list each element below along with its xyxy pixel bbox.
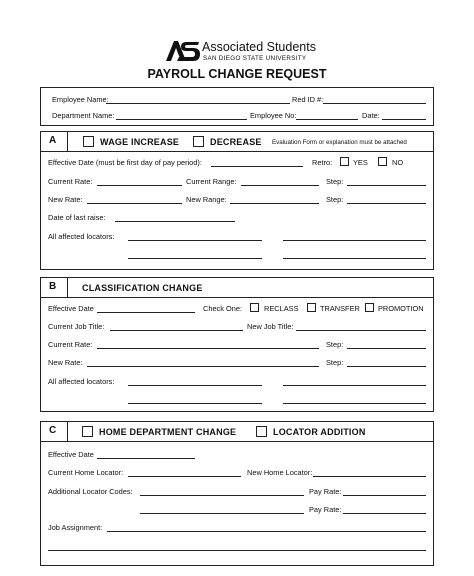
section-a-letter: A (49, 135, 57, 146)
job-assignment-field-2[interactable] (48, 550, 426, 551)
b-effective-date-field[interactable] (97, 312, 195, 313)
red-id-field[interactable] (323, 103, 426, 104)
last-raise-label: Date of last raise: (48, 213, 106, 222)
department-name-field[interactable] (116, 119, 247, 120)
reclass-label: RECLASS (264, 304, 299, 313)
b-current-rate-label: Current Rate: (48, 340, 93, 349)
new-job-title-label: New Job Title: (247, 322, 294, 331)
section-a-letter-divider (67, 131, 68, 151)
employee-no-field[interactable] (296, 119, 358, 120)
current-job-title-label: Current Job Title: (48, 322, 105, 331)
a-locators-field-1[interactable] (128, 240, 262, 241)
a-new-range-field[interactable] (230, 203, 319, 204)
job-assignment-field-1[interactable] (107, 531, 426, 532)
a-effective-date-field[interactable] (211, 166, 303, 167)
transfer-label: TRANSFER (320, 304, 360, 313)
current-job-title-field[interactable] (110, 330, 243, 331)
additional-locator-codes-label: Additional Locator Codes: (48, 487, 133, 496)
section-c-letter-divider (67, 421, 68, 441)
section-b-letter: B (49, 281, 57, 292)
a-current-rate-field[interactable] (97, 185, 182, 186)
a-step1-field[interactable] (347, 185, 426, 186)
a-current-range-label: Current Range: (186, 177, 237, 186)
employee-name-label: Employee Name: (52, 95, 109, 104)
home-department-change-label: HOME DEPARTMENT CHANGE (99, 427, 237, 437)
wage-increase-checkbox[interactable] (83, 136, 94, 147)
a-current-range-field[interactable] (241, 185, 319, 186)
employee-info-box (40, 87, 434, 126)
retro-no-checkbox[interactable] (378, 157, 387, 166)
a-step2-field[interactable] (347, 203, 426, 204)
b-step2-field[interactable] (347, 366, 426, 367)
decrease-label: DECREASE (210, 137, 262, 147)
job-assignment-label: Job Assignment: (48, 523, 103, 532)
current-home-locator-label: Current Home Locator: (48, 468, 124, 477)
c-effective-date-label: Effective Date (48, 450, 94, 459)
b-current-rate-field[interactable] (97, 348, 319, 349)
c-pay-rate2-field[interactable] (343, 513, 426, 514)
retro-no-label: NO (392, 158, 404, 167)
last-raise-field[interactable] (115, 221, 235, 222)
additional-locator-codes-field-2[interactable] (140, 513, 304, 514)
b-effective-date-label: Effective Date (48, 304, 94, 313)
date-label: Date: (362, 111, 380, 120)
promotion-checkbox[interactable] (365, 303, 374, 312)
a-step1-label: Step: (326, 177, 344, 186)
c-pay-rate1-label: Pay Rate: (309, 487, 342, 496)
org-subtitle: SAN DIEGO STATE UNIVERSITY (203, 55, 307, 62)
employee-name-field[interactable] (106, 103, 290, 104)
b-locators-field-1[interactable] (128, 385, 262, 386)
b-new-rate-label: New Rate: (48, 358, 83, 367)
home-department-checkbox[interactable] (82, 426, 93, 437)
section-c-header-divider (40, 441, 434, 442)
current-home-locator-field[interactable] (128, 476, 241, 477)
promotion-label: PROMOTION (378, 304, 424, 313)
transfer-checkbox[interactable] (307, 303, 316, 312)
a-step2-label: Step: (326, 195, 344, 204)
a-locators-field-2[interactable] (283, 240, 426, 241)
new-job-title-field[interactable] (296, 330, 426, 331)
retro-label: Retro: (312, 158, 333, 167)
locator-addition-checkbox[interactable] (256, 426, 267, 437)
new-home-locator-field[interactable] (313, 476, 426, 477)
retro-yes-label: YES (353, 158, 368, 167)
a-new-range-label: New Range: (186, 195, 227, 204)
classification-change-title: CLASSIFICATION CHANGE (82, 283, 203, 293)
evaluation-note: Evaluation Form or explanation must be attached (272, 139, 407, 146)
wage-increase-label: WAGE INCREASE (100, 137, 180, 147)
a-locators-label: All affected locators: (48, 232, 115, 241)
retro-yes-checkbox[interactable] (340, 157, 349, 166)
red-id-label: Red ID #: (292, 95, 324, 104)
a-effective-date-label: Effective Date (must be first day of pay period): (48, 158, 202, 167)
decrease-checkbox[interactable] (193, 136, 204, 147)
additional-locator-codes-field-1[interactable] (140, 495, 304, 496)
section-b-letter-divider (67, 277, 68, 297)
new-home-locator-label: New Home Locator: (247, 468, 313, 477)
b-locators-field-2[interactable] (283, 385, 426, 386)
c-pay-rate2-label: Pay Rate: (309, 505, 342, 514)
c-pay-rate1-field[interactable] (343, 495, 426, 496)
a-locators-field-4[interactable] (283, 258, 426, 259)
section-a-header-divider (40, 151, 434, 152)
section-b-header-divider (40, 297, 434, 298)
a-new-rate-label: New Rate: (48, 195, 83, 204)
b-locators-label: All affected locators: (48, 377, 115, 386)
section-c-letter: C (49, 425, 57, 436)
employee-no-label: Employee No: (250, 111, 297, 120)
as-logo-icon (166, 40, 200, 62)
b-step2-label: Step: (326, 358, 344, 367)
b-step1-field[interactable] (347, 348, 426, 349)
reclass-checkbox[interactable] (250, 303, 259, 312)
page-title: PAYROLL CHANGE REQUEST (147, 67, 327, 81)
check-one-label: Check One: (203, 304, 243, 313)
b-locators-field-4[interactable] (283, 403, 426, 404)
b-locators-field-3[interactable] (128, 403, 262, 404)
a-current-rate-label: Current Rate: (48, 177, 93, 186)
b-new-rate-field[interactable] (87, 366, 319, 367)
locator-addition-label: LOCATOR ADDITION (273, 427, 366, 437)
department-name-label: Department Name: (52, 111, 115, 120)
org-name: Associated Students (202, 40, 316, 54)
a-locators-field-3[interactable] (128, 258, 262, 259)
c-effective-date-field[interactable] (97, 458, 195, 459)
b-step1-label: Step: (326, 340, 344, 349)
a-new-rate-field[interactable] (87, 203, 182, 204)
date-field[interactable] (382, 119, 426, 120)
